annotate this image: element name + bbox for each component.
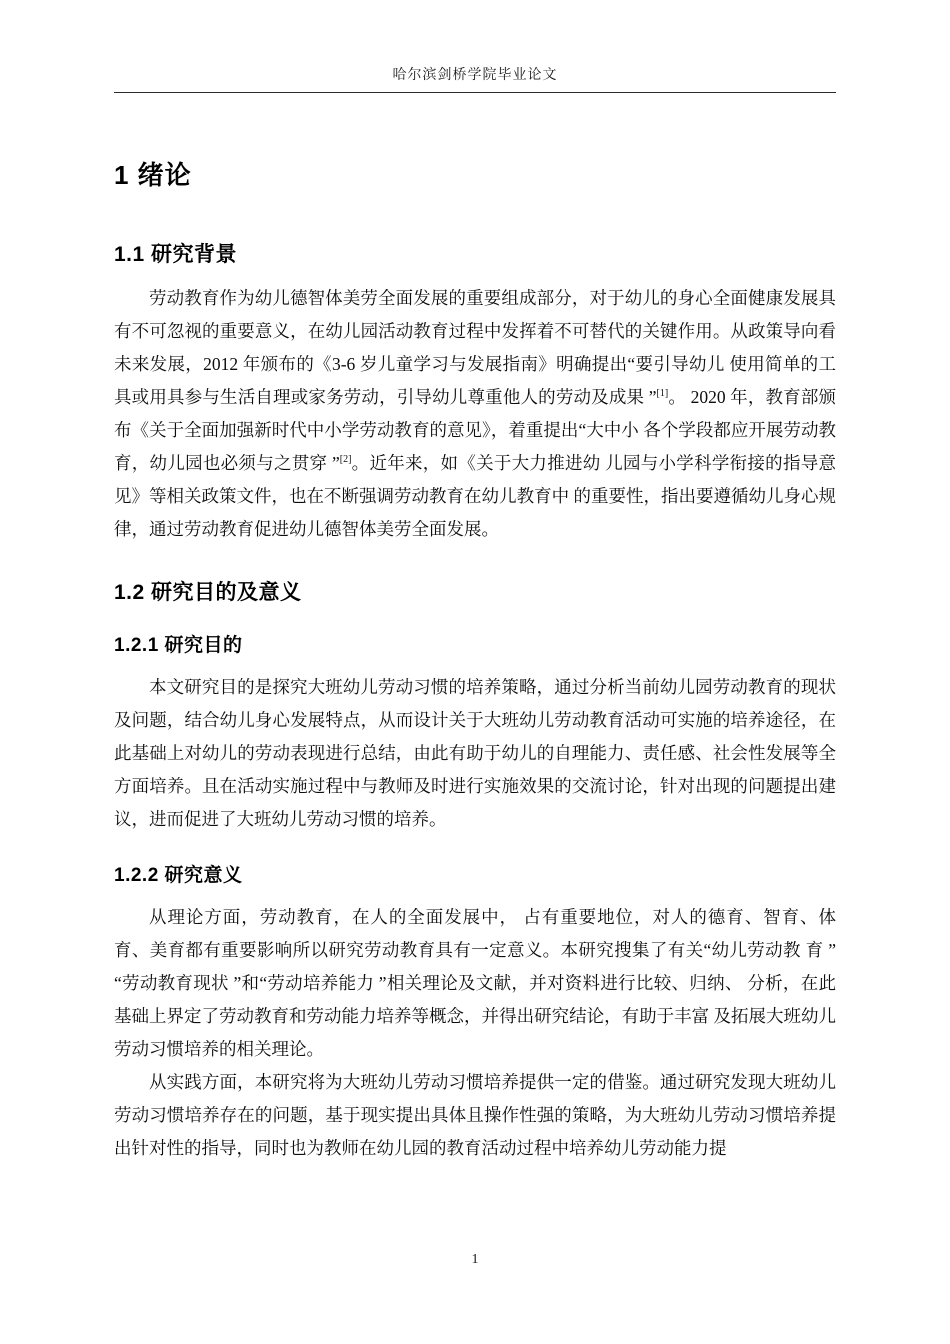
paragraph-text-part3: 。近年来，如《关于大力推进幼 儿园与小学科学衔接的指导意见》等相关政策文件，也在不断强调劳动教育在幼儿教育中 的重要性，指出要遵循幼儿身心规律，通过劳动教育促进幼儿德智体美劳全面发展。 [114, 453, 836, 539]
citation-ref-2: [2] [339, 454, 352, 466]
page-number: 1 [471, 1252, 479, 1267]
section-1-1-heading: 1.1 研究背景 [114, 243, 238, 266]
chapter-heading: 1 绪论 [114, 160, 192, 190]
paragraph-text-part1: 劳动教育作为幼儿德智体美劳全面发展的重要组成部分，对于幼儿的身心全面健康发展具有不可忽视的重要意义，在幼儿园活动教育过程中发挥着不可替代的关键作用。从政策导向看未来发展，2012 年颁布的《3-6 岁儿童学习与发展指南》明确提出“要引导幼儿 使用简单的工具或用具参与生活自理或家务劳动，引导幼儿尊重他人的劳动及成果 ” [114, 288, 836, 407]
page-footer [0, 1252, 950, 1268]
header-title: 哈尔滨剑桥学院毕业论文 [392, 68, 558, 83]
section-1-2-heading: 1.2 研究目的及意义 [114, 581, 302, 604]
citation-ref-1: [1] [656, 388, 669, 400]
paragraph-research-purpose: 本文研究目的是探究大班幼儿劳动习惯的培养策略，通过分析当前幼儿园劳动教育的现状及问题，结合幼儿身心发展特点，从而设计关于大班幼儿劳动教育活动可实施的培养途径，在此基础上对幼儿的劳动表现进行总结，由此有助于幼儿的自理能力、责任感、社会性发展等全方面培养。且在活动实施过程中与教师及时进行实施效果的交流讨论，针对出现的问题提出建议，进而促进了大班幼儿劳动习惯的培养。 [114, 677, 836, 829]
paragraph-significance-practice: 从实践方面，本研究将为大班幼儿劳动习惯培养提供一定的借鉴。通过研究发现大班幼儿劳动习惯培养存在的问题，基于现实提出具体且操作性强的策略，为大班幼儿劳动习惯培养提出针对性的指导，同时也为教师在幼儿园的教育活动过程中培养幼儿劳动能力提 [114, 1072, 836, 1158]
paragraph-research-background [114, 282, 836, 546]
subsection-1-2-1-heading: 1.2.1 研究目的 [114, 635, 243, 656]
subsection-1-2-2-heading: 1.2.2 研究意义 [114, 865, 243, 886]
document-body [114, 155, 836, 1165]
paragraph-text-part2: 。 2020 年，教育部颁布《关于全面加强新时代中小学劳动教育的意见》，着重提出“大中小 各个学段都应开展劳动教育，幼儿园也必须与之贯穿 ” [114, 387, 837, 473]
page-header [114, 64, 836, 93]
paragraph-significance-theory: 从理论方面，劳动教育，在人的全面发展中， 占有重要地位，对人的德育、智育、体 育、美育都有重要影响所以研究劳动教育具有一定意义。本研究搜集了有关“幼儿劳动教 育 ”“劳动教育现状 ”和“劳动培养能力 ”相关理论及文献，并对资料进行比较、归纳、 分析，在此基础上界定了劳动教育和劳动能力培养等概念，并得出研究结论，有助于丰富 及拓展大班幼儿劳动习惯培养的相关理论。 [114, 907, 836, 1059]
